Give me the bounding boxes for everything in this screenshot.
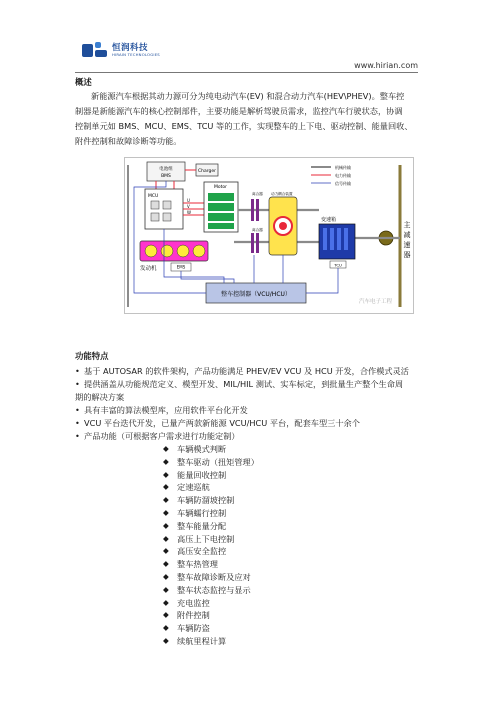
clutch-1-plate	[251, 199, 254, 221]
overview-line: 制器是新能源汽车的核心控制部件，主要功能是解析驾驶员需求，监控汽车行驶状态，协调	[75, 106, 403, 116]
phase-v-label: V	[187, 204, 190, 209]
clutch-2-plate	[251, 233, 254, 253]
cylinder-icon	[161, 245, 173, 257]
watermark-text: 汽车电子工程	[359, 299, 393, 305]
product-function-list	[75, 443, 435, 648]
function-list-item: ◆ 定速巡航	[163, 482, 210, 493]
diamond-bullet-icon: ◆	[163, 559, 169, 569]
final-drive-label: 速	[403, 241, 411, 249]
diamond-bullet-icon: ◆	[163, 456, 169, 466]
final-drive-label: 减	[403, 231, 411, 239]
motor-winding	[208, 193, 234, 201]
clutch-2-label: 离合器	[252, 228, 263, 232]
overview-paragraph	[75, 89, 427, 149]
bullet-icon: •	[75, 431, 80, 441]
clutch-1-plate	[256, 199, 259, 221]
feature-item-continuation: 期的解决方案	[75, 392, 125, 402]
legend-power-label: 电力传输	[335, 173, 351, 178]
diamond-bullet-icon: ◆	[163, 444, 169, 453]
diamond-bullet-icon: ◆	[163, 571, 169, 581]
diamond-bullet-icon: ◆	[163, 635, 169, 645]
site-url[interactable]: www.hirian.com	[354, 61, 418, 70]
clutch-1-label: 离合器	[252, 192, 263, 196]
bullet-icon: •	[75, 366, 80, 376]
function-list-item: ◆ 车辆防盗	[163, 623, 210, 634]
diamond-bullet-icon: ◆	[163, 610, 169, 620]
diamond-bullet-icon: ◆	[163, 546, 169, 556]
clutch-2-plate	[256, 233, 259, 253]
overview-title: 概述	[75, 77, 92, 87]
diamond-bullet-icon: ◆	[163, 623, 169, 633]
battery-label: 电池组	[159, 167, 173, 172]
company-logo	[82, 42, 160, 59]
function-list-item: ◆ 车辆蠕行控制	[163, 507, 227, 518]
gearbox-label: 变速箱	[321, 217, 337, 223]
overview-line: 附件控制和故障诊断等功能。	[75, 136, 182, 146]
function-list-item: ◆ 续航里程计算	[163, 635, 227, 646]
logo-name-en: HIRAIN TECHNOLOGIES	[112, 52, 160, 58]
diamond-bullet-icon: ◆	[163, 584, 169, 594]
function-list-item: ◆ 整车故障诊断及应对	[163, 571, 251, 582]
header-divider	[75, 72, 418, 73]
bullet-icon: •	[75, 405, 80, 415]
phase-w-label: W	[187, 210, 191, 215]
function-list-item: ◆ 高压安全监控	[163, 546, 227, 557]
motor-winding	[208, 223, 234, 229]
phase-u-label: U	[187, 198, 190, 203]
cylinder-icon	[193, 245, 205, 257]
bullet-icon: •	[75, 418, 80, 428]
coupler-label: 动力耦合装置	[271, 192, 293, 196]
function-list-item: ◆ 充电监控	[163, 597, 210, 608]
logo-name-cn: 恒润科技	[112, 42, 149, 53]
features-section	[75, 350, 435, 648]
function-list-item: ◆ 整车驱动（扭矩管理）	[163, 456, 259, 467]
function-list-item: ◆ 车辆防溜坡控制	[163, 495, 235, 506]
final-drive-label: 器	[403, 251, 411, 259]
diagram-legend	[311, 164, 351, 186]
bms-label: BMS	[161, 174, 171, 179]
function-list-item: ◆ 车辆模式判断	[163, 444, 227, 454]
diamond-bullet-icon: ◆	[163, 469, 169, 479]
diamond-bullet-icon: ◆	[163, 482, 169, 492]
overview-line: 新能源汽车根据其动力源可分为纯电动汽车(EV) 和混合动力汽车(HEV\PHEV)。整车控	[91, 91, 405, 101]
function-list-item: ◆ 能量回收控制	[163, 469, 227, 480]
legend-mech-label: 机械传输	[335, 165, 351, 170]
final-drive-label: 主	[403, 221, 411, 229]
diamond-bullet-icon: ◆	[163, 533, 169, 543]
function-list-item: ◆ 高压上下电控制	[163, 533, 235, 544]
feature-item: • 具有丰富的算法模型库，应用软件平台化开发	[75, 405, 248, 415]
cylinder-icon	[145, 245, 157, 257]
feature-item: • 产品功能（可根据客户需求进行功能定制）	[75, 431, 240, 441]
coupler-gear-icon	[279, 222, 287, 230]
legend-signal-label: 信号传输	[335, 181, 351, 186]
diamond-bullet-icon: ◆	[163, 597, 169, 607]
motor-winding	[208, 203, 234, 211]
feature-item: • 提供涵盖从功能规范定义、模型开发、MIL/HIL 测试、实车标定，到批量生产整个生命周	[75, 379, 404, 389]
function-list-item: ◆ 附件控制	[163, 610, 210, 621]
diamond-bullet-icon: ◆	[163, 495, 169, 505]
overview-line: 控制单元如 BMS、MCU、EMS、TCU 等的工作，实现整车的上下电、驱动控制、能量回收、	[75, 121, 413, 131]
diamond-bullet-icon: ◆	[163, 507, 169, 517]
vcu-system-diagram	[124, 157, 414, 314]
mcu-label: MCU	[148, 194, 159, 199]
function-list-item: ◆ 整车状态监控与显示	[163, 584, 251, 595]
diamond-bullet-icon: ◆	[163, 520, 169, 530]
feature-item: • 基于 AUTOSAR 的软件架构，产品功能满足 PHEV/EV VCU 及 HCU 开发，合作模式灵活	[75, 366, 409, 376]
bullet-icon: •	[75, 379, 80, 389]
logo-mark-icon	[82, 42, 108, 59]
motor-label: Motor	[214, 185, 228, 190]
vcu-label: 整车控制器（VCU/HCU）	[221, 291, 291, 298]
engine-label: 发动机	[140, 266, 157, 272]
function-list-item: ◆ 整车能量分配	[163, 520, 227, 531]
charger-label: Charger	[198, 169, 216, 174]
cylinder-icon	[177, 245, 189, 257]
tcu-label: TCU	[334, 262, 342, 268]
function-list-item: ◆ 整车热管理	[163, 559, 218, 570]
features-title: 功能特点	[75, 351, 109, 361]
ems-label: EMS	[176, 264, 186, 270]
motor-winding	[208, 213, 234, 221]
feature-item: • VCU 平台迭代开发，已量产两款新能源 VCU/HCU 平台，配套车型三十余个	[75, 418, 360, 428]
